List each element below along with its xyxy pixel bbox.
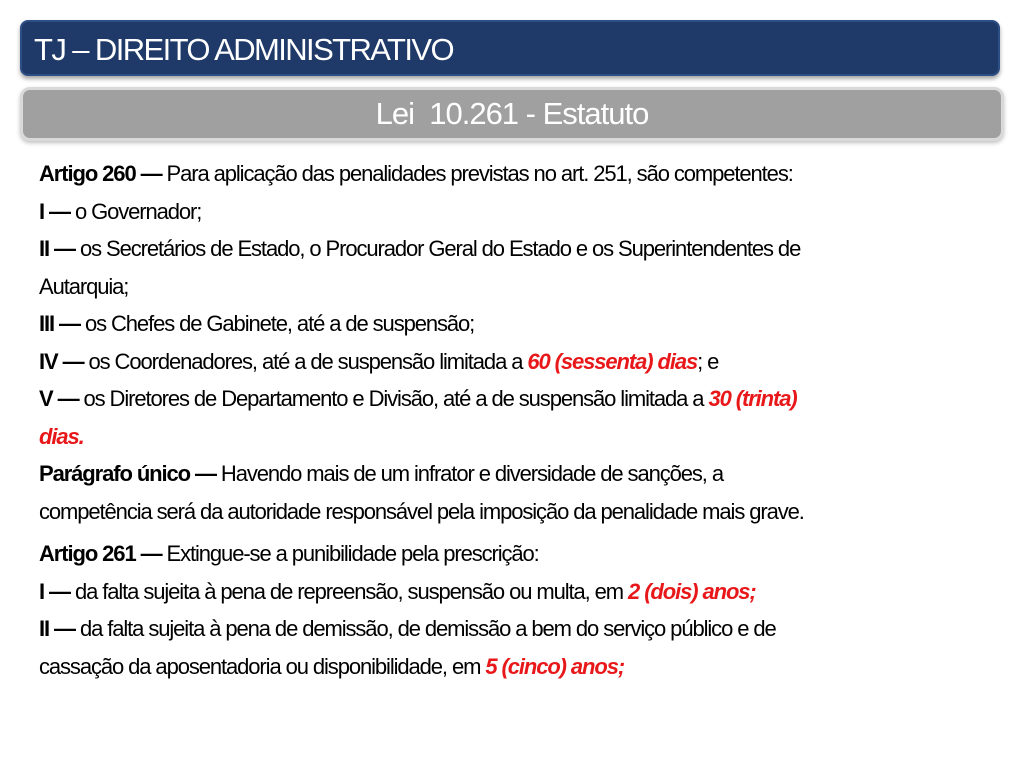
slide-subtitle: Lei 10.261 - Estatuto [20, 87, 1004, 141]
item-text: os Diretores de Departamento e Divisão, até a de suspensão limitada a [78, 386, 709, 411]
article-260 [39, 155, 989, 530]
article-260-heading: Artigo 260 — [39, 161, 162, 186]
article-260-item-iii [39, 305, 989, 343]
article-261-intro: Extingue-se a punibilidade pela prescrição: [161, 541, 539, 566]
article-261-heading: Artigo 261 — [39, 541, 162, 566]
article-260-item-v [39, 380, 989, 418]
article-261-item-i [39, 573, 989, 611]
article-260-intro: Para aplicação das penalidades previstas no art. 251, são competentes: [161, 161, 793, 186]
item-label: I — [39, 578, 70, 604]
item-text: os Coordenadores, até a de suspensão limitada a [83, 348, 528, 374]
item-text: o Governador; [69, 198, 202, 224]
article-261 [39, 535, 989, 685]
highlight-term: 60 (sessenta) dias [527, 348, 698, 374]
article-260-item-v-cont [39, 418, 989, 456]
item-label: II — [39, 616, 75, 641]
paragraph-text: competência será da autoridade responsável pela imposição da penalidade mais grave. [39, 498, 804, 524]
paragraph-text: Havendo mais de um infrator e diversidade de sanções, a [215, 461, 723, 486]
item-text: cassação da aposentadoria ou disponibilidade, em [39, 653, 486, 679]
slide-body [39, 155, 989, 685]
item-label: I — [39, 198, 70, 224]
highlight-term: 2 (dois) anos; [628, 578, 756, 604]
article-260-item-iv [39, 343, 989, 381]
article-261-intro-line [39, 535, 989, 573]
highlight-term: 30 (trinta) [708, 386, 797, 411]
item-text: da falta sujeita à pena de repreensão, suspensão ou multa, em [69, 578, 629, 604]
item-label: II — [39, 236, 75, 261]
item-text: os Chefes de Gabinete, até a de suspensão; [79, 311, 475, 336]
article-261-item-ii [39, 610, 989, 648]
item-text: ; e [697, 348, 719, 374]
article-260-item-i [39, 193, 989, 231]
article-260-item-ii-cont [39, 268, 989, 306]
article-261-item-ii-cont [39, 648, 989, 686]
item-label: V — [39, 386, 79, 411]
item-label: IV — [39, 348, 84, 374]
highlight-term: 5 (cinco) anos; [485, 653, 625, 679]
highlight-term: dias. [39, 423, 84, 449]
paragraph-label: Parágrafo único — [39, 461, 216, 486]
article-260-item-ii [39, 230, 989, 268]
article-260-intro-line [39, 155, 989, 193]
item-label: III — [39, 311, 80, 336]
item-text: os Secretários de Estado, o Procurador Geral do Estado e os Superintendentes de [74, 236, 801, 261]
paragraph-unico-cont [39, 493, 989, 531]
paragraph-unico [39, 455, 989, 493]
item-text: da falta sujeita à pena de demissão, de demissão a bem do serviço público e de [74, 616, 776, 641]
slide-title: TJ – DIREITO ADMINISTRATIVO [20, 20, 1000, 76]
item-text: Autarquia; [39, 273, 129, 299]
